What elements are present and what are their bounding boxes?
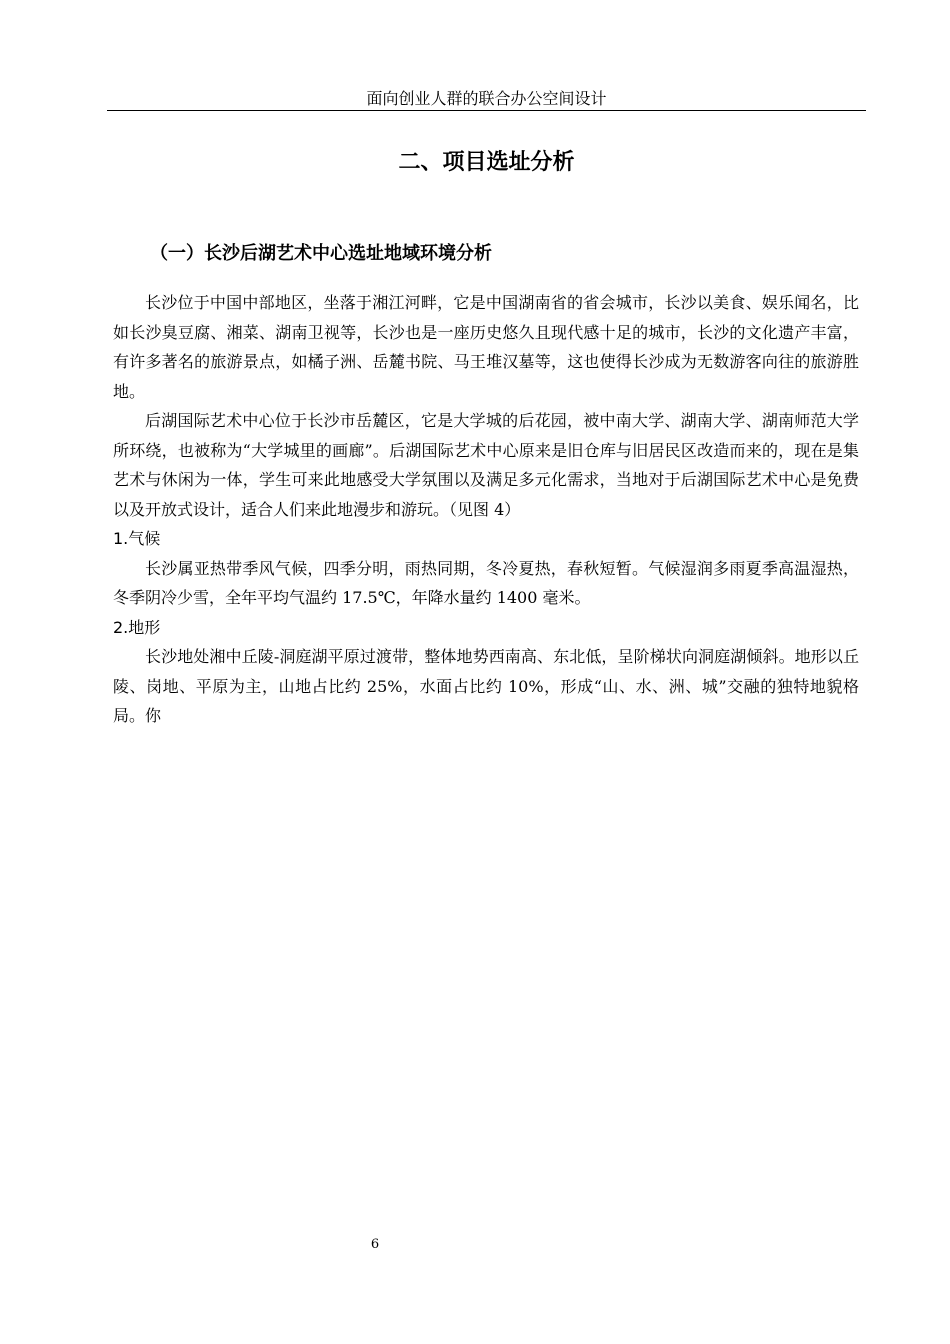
paragraph-changsha-intro: 长沙位于中国中部地区，坐落于湘江河畔，它是中国湖南省的省会城市，长沙以美食、娱乐闻名，比如长沙臭豆腐、湘菜、湖南卫视等，长沙也是一座历史悠久且现代感十足的城市，长沙的文化遗产丰富，有许多著名的旅游景点，如橘子洲、岳麓书院、马王堆汉墓等，这也使得长沙成为无数游客向往的旅游胜地。 (113, 293, 859, 401)
body-text (113, 288, 859, 731)
terrain-heading: 2.地形 (113, 617, 161, 637)
running-header: 面向创业人群的联合办公空间设计 (366, 89, 607, 108)
header-rule (107, 110, 866, 111)
paragraph-houhu-art-center: 后湖国际艺术中心位于长沙市岳麓区，它是大学城的后花园，被中南大学、湖南大学、湖南师范大学所环绕，也被称为“大学城里的画廊”。后湖国际艺术中心原来是旧仓库与旧居民区改造而来的，现在是集艺术与休闲为一体，学生可来此地感受大学氛围以及满足多元化需求，当地对于后湖国际艺术中心是免费以及开放式设计，适合人们来此地漫步和游玩。（见图 4） (113, 411, 859, 519)
climate-heading: 1.气候 (113, 529, 161, 548)
page-number: 6 (370, 1237, 380, 1252)
climate-paragraph: 长沙属亚热带季风气候，四季分明，雨热同期，冬冷夏热，春秋短暂。气候湿润多雨夏季高温湿热，冬季阴冷少雪，全年平均气温约 17.5℃，年降水量约 1400 毫米。 (113, 558, 859, 607)
terrain-paragraph: 长沙地处湘中丘陵-洞庭湖平原过渡带，整体地势西南高、东北低，呈阶梯状向洞庭湖倾斜。地形以丘陵、岗地、平原为主，山地占比约 25%，水面占比约 10%，形成“山、水、洲、城”交融的独特地貌格局。你 (113, 647, 859, 725)
section-title: （一）长沙后湖艺术中心选址地域环境分析 (150, 243, 492, 264)
chapter-title: 二、项目选址分析 (398, 150, 575, 175)
